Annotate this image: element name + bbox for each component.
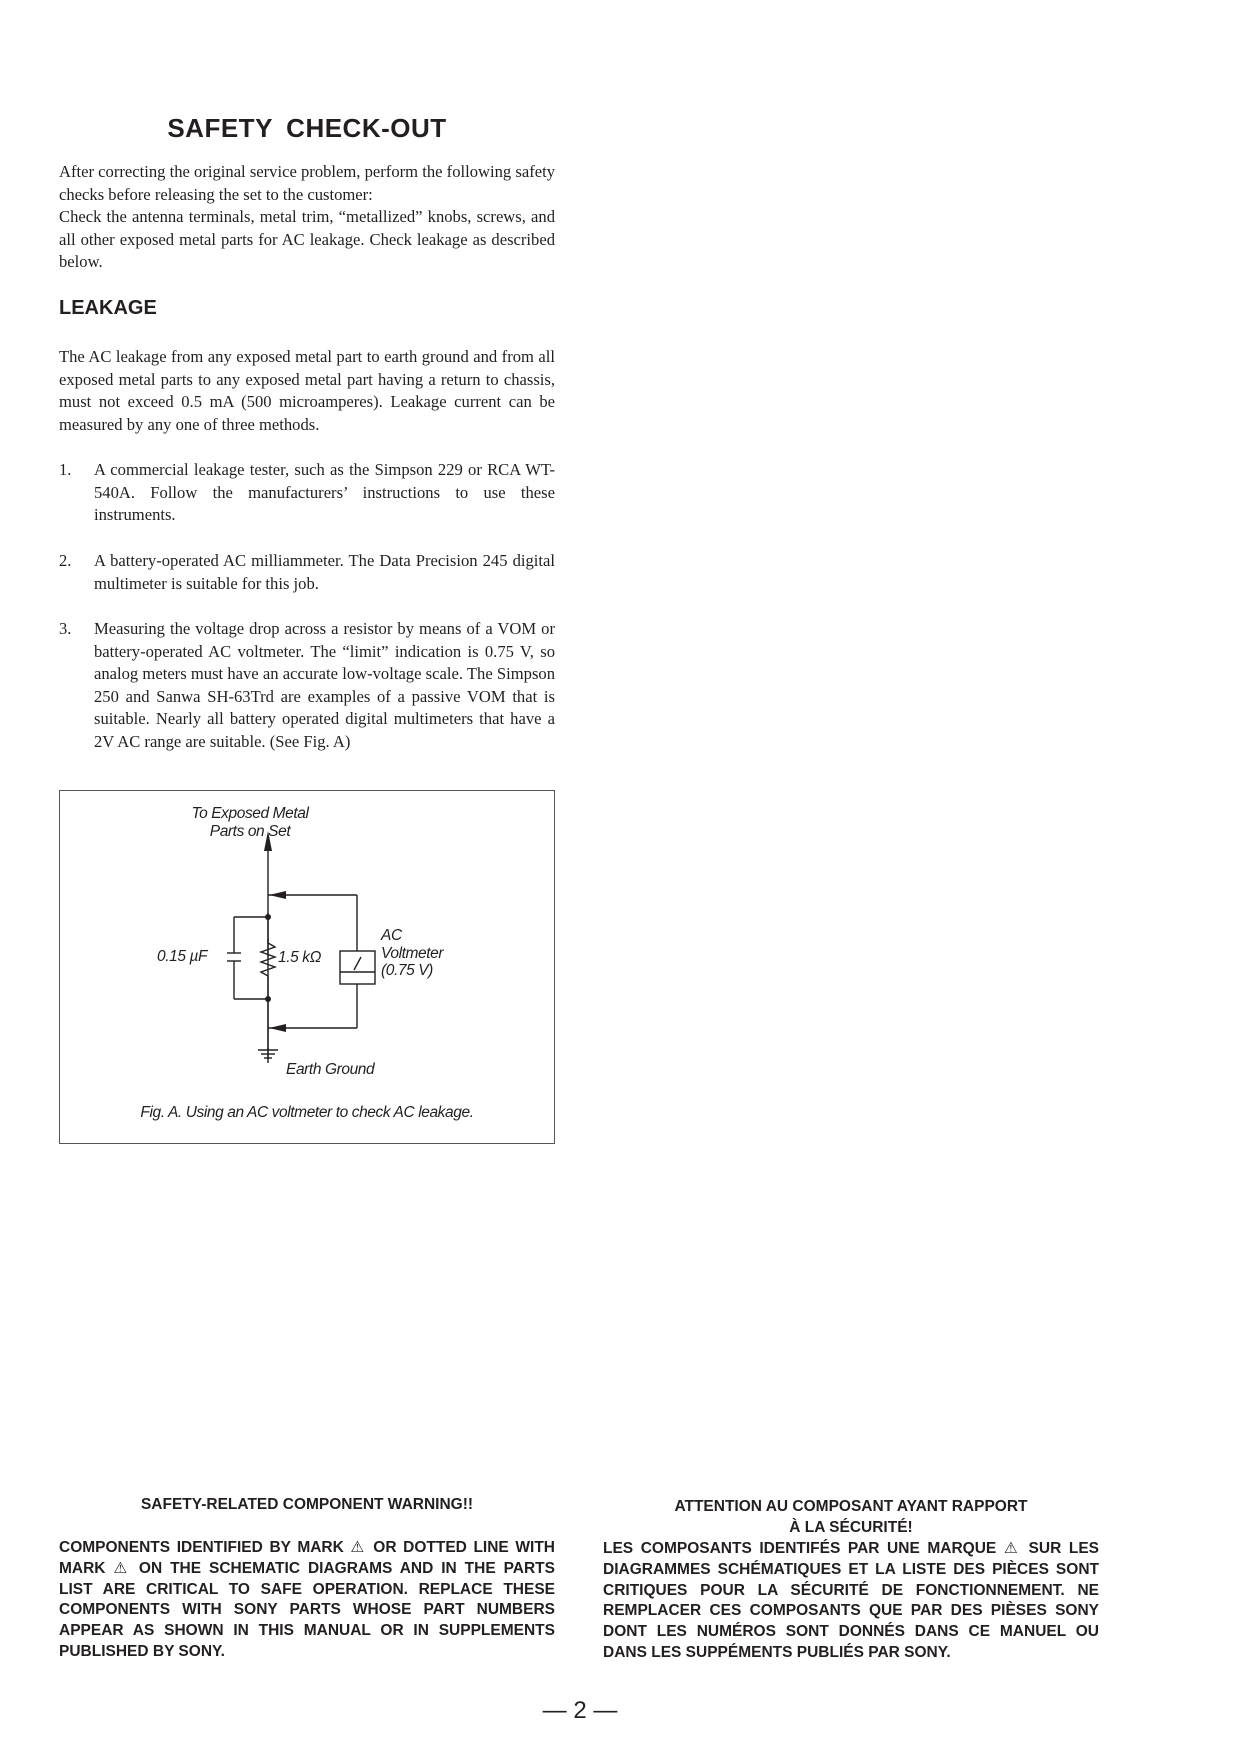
capacitor-label: 0.15 µF [157,948,208,965]
page-title: SAFETY CHECK-OUT [167,113,447,143]
page-number: — 2 — [542,1697,618,1724]
voltmeter-label [381,927,443,980]
leakage-paragraph: The AC leakage from any exposed metal part to earth ground and from all exposed metal parts to any exposed metal part having a return to chassis, must not exceed 0.5 mA (500 microamperes). Leakage current can be measured by any one of three methods. [59,347,555,434]
junction-dot [265,914,271,920]
junction-dot [265,996,271,1002]
figure-a-box [59,790,555,1144]
method-text: A commercial leakage tester, such as the Simpson 229 or RCA WT-540A. Follow the manufacturers’ instructions to use these instruments. [94,460,555,525]
method-text: A battery-operated AC milliammeter. The Data Precision 245 digital multimeter is suitable for this job. [94,551,555,593]
warning-fr-heading-line-1: ATTENTION AU COMPOSANT AYANT RAPPORT [674,1498,1028,1515]
intro-paragraph [59,161,555,274]
arrow-left-icon [269,1024,286,1032]
figure-caption: Fig. A. Using an AC voltmeter to check AC leakage. [140,1104,474,1121]
warning-fr-heading-line-2: À LA SÉCURITÉ! [789,1518,913,1536]
warning-fr-body: LES COMPOSANTS IDENTIFÉS PAR UNE MARQUE ⚠ SUR LES DIAGRAMMES SCHÉMATIQUES ET LA LISTE DES PIÈCES SONT CRITIQUES POUR LA SÉCURITÉ DE FONCTIONNEMENT. NE REMPLACER CES COMPOSANTS QUE PAR DES PIÈSES SONY DONT LES NUMÉROS SONT DONNÉS DANS CE MANUEL OU DANS LES SUPPÉMENTS PUBLIÉS PAR SONY. [603,1540,1099,1661]
leakage-heading: LEAKAGE [59,297,157,319]
voltmeter-symbol [340,951,375,984]
ground-label: Earth Ground [286,1061,375,1078]
method-number: 2. [59,551,72,570]
top-label-line-2: Parts on Set [209,823,291,840]
top-connection-label [185,805,315,841]
intro-line-1: After correcting the original service problem, perform the following safety checks before releasing the set to the customer: [59,162,555,204]
voltmeter-label-line-3: (0.75 V) [381,962,433,979]
voltmeter-label-line-1: AC [381,927,402,944]
voltmeter-label-line-2: Voltmeter [381,944,444,962]
leakage-circuit-diagram [60,791,554,1143]
voltmeter-needle [354,957,361,970]
method-text: Measuring the voltage drop across a resistor by means of a VOM or battery-operated AC voltmeter. The “limit” indication is 0.75 V, so analog meters must have an accurate low-voltage scale. The Simpson 250 and Sanwa SH-63Trd are examples of a passive VOM that is suitable. Nearly all battery operated digital multimeters that have a 2V AC range are suitable. (See Fig. A) [94,619,555,751]
intro-line-2: Check the antenna terminals, metal trim, “metallized” knobs, screws, and all other exposed metal parts for AC leakage. Check leakage as described below. [59,207,555,272]
top-label-line-1: To Exposed Metal [191,805,309,822]
warning-en-heading: SAFETY-RELATED COMPONENT WARNING!! [140,1496,474,1513]
method-number: 3. [59,619,72,638]
arrow-left-icon [269,891,286,899]
warning-en-body: COMPONENTS IDENTIFIED BY MARK ⚠ OR DOTTED LINE WITH MARK ⚠ ON THE SCHEMATIC DIAGRAMS AND IN THE PARTS LIST ARE CRITICAL TO SAFE OPERATION. REPLACE THESE COMPONENTS WITH SONY PARTS WHOSE PART NUMBERS APPEAR AS SHOWN IN THIS MANUAL OR IN SUPPLEMENTS PUBLISHED BY SONY. [59,1539,555,1660]
method-number: 1. [59,460,72,479]
warning-fr-heading [603,1497,1099,1539]
resistor-label: 1.5 kΩ [278,949,321,966]
